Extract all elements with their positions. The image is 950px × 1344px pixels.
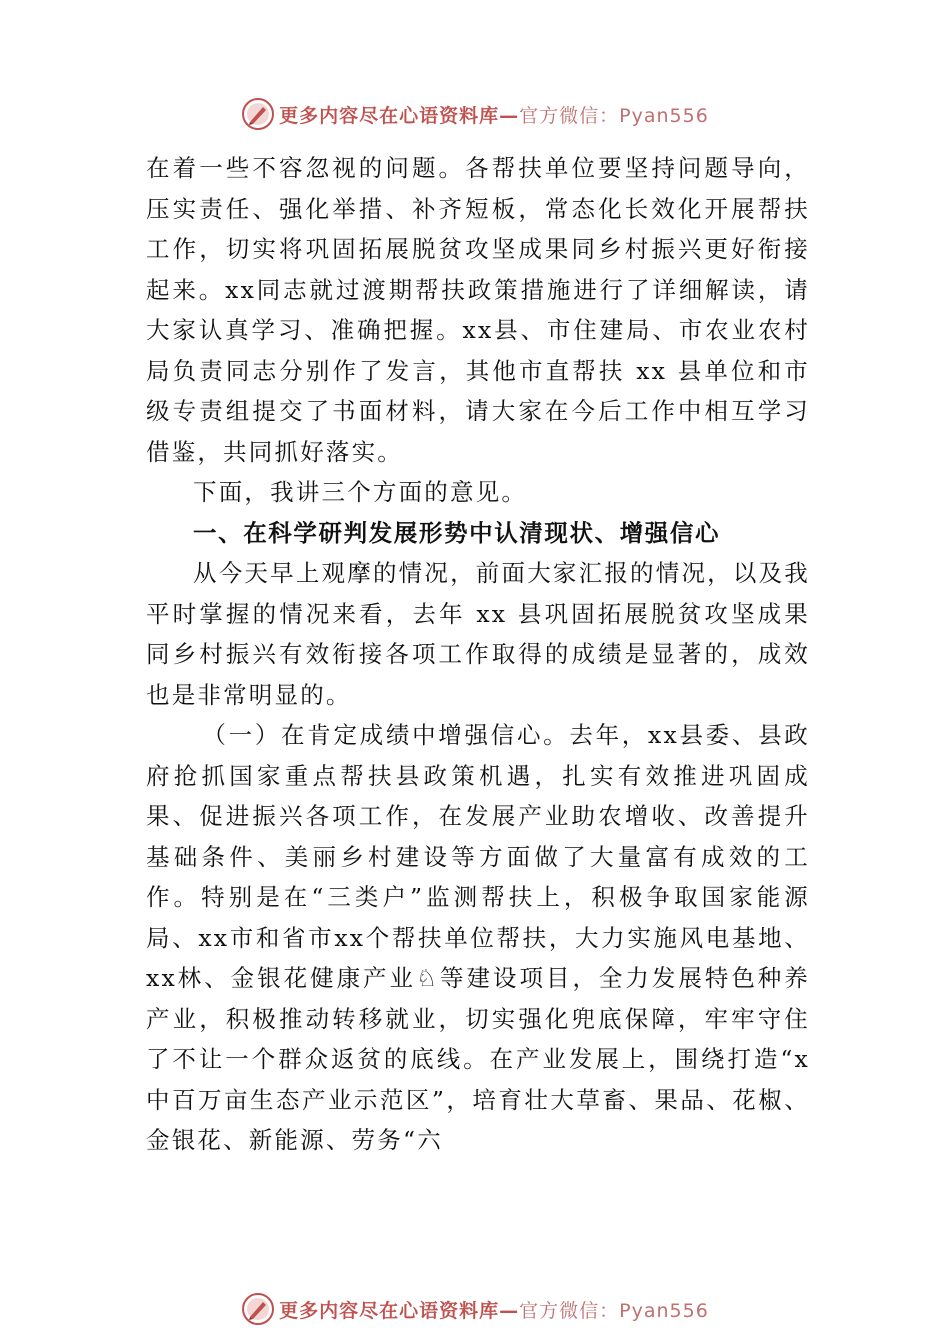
watermark-banner-bottom [0, 1289, 950, 1329]
pen-logo-icon [241, 1292, 275, 1326]
paragraph-1: 在着一些不容忽视的问题。各帮扶单位要坚持问题导向，压实责任、强化举措、补齐短板，常态化长效化开展帮扶工作，切实将巩固拓展脱贫攻坚成果同乡村振兴更好衔接起来。xx同志就过渡期帮扶政策措施进行了详细解读，请大家认真学习、准确把握。xx县、市住建局、市农业农村局负责同志分别作了发言，其他市直帮扶 xx 县单位和市级专责组提交了书面材料，请大家在今后工作中相互学习借鉴，共同抓好落实。 [146, 154, 810, 466]
paragraph-2: 下面，我讲三个方面的意见。 [193, 478, 528, 506]
paragraph-3: 从今天早上观摩的情况，前面大家汇报的情况，以及我平时掌握的情况来看，去年 xx 县巩固拓展脱贫攻坚成果同乡村振兴有效衔接各项工作取得的成绩是显著的，成效也是非常明显的。 [146, 559, 810, 709]
document-body [146, 148, 810, 1161]
watermark-text: 更多内容尽在心语资料库—官方微信：Pyan556 [279, 104, 709, 127]
pen-logo-icon [241, 97, 275, 131]
section-heading-1: 一、在科学研判发展形势中认清现状、增强信心 [193, 518, 721, 547]
watermark-banner-top [0, 94, 950, 134]
watermark-text: 更多内容尽在心语资料库—官方微信：Pyan556 [279, 1299, 709, 1322]
paragraph-4: （一）在肯定成绩中增强信心。去年，xx县委、县政府抢抓国家重点帮扶县政策机遇，扎实有效推进巩固成果、促进振兴各项工作，在发展产业助农增收、改善提升基础条件、美丽乡村建设等方面做了大量富有成效的工作。特别是在“三类户”监测帮扶上，积极争取国家能源局、xx市和省市xx个帮扶单位帮扶，大力实施风电基地、xx林、金银花健康产业♘等建设项目，全力发展特色种养产业，积极推动转移就业，切实强化兜底保障，牢牢守住了不让一个群众返贫的底线。在产业发展上，围绕打造“x 中百万亩生态产业示范区”，培育壮大草畜、果品、花椒、金银花、新能源、劳务“六 [146, 721, 810, 1154]
